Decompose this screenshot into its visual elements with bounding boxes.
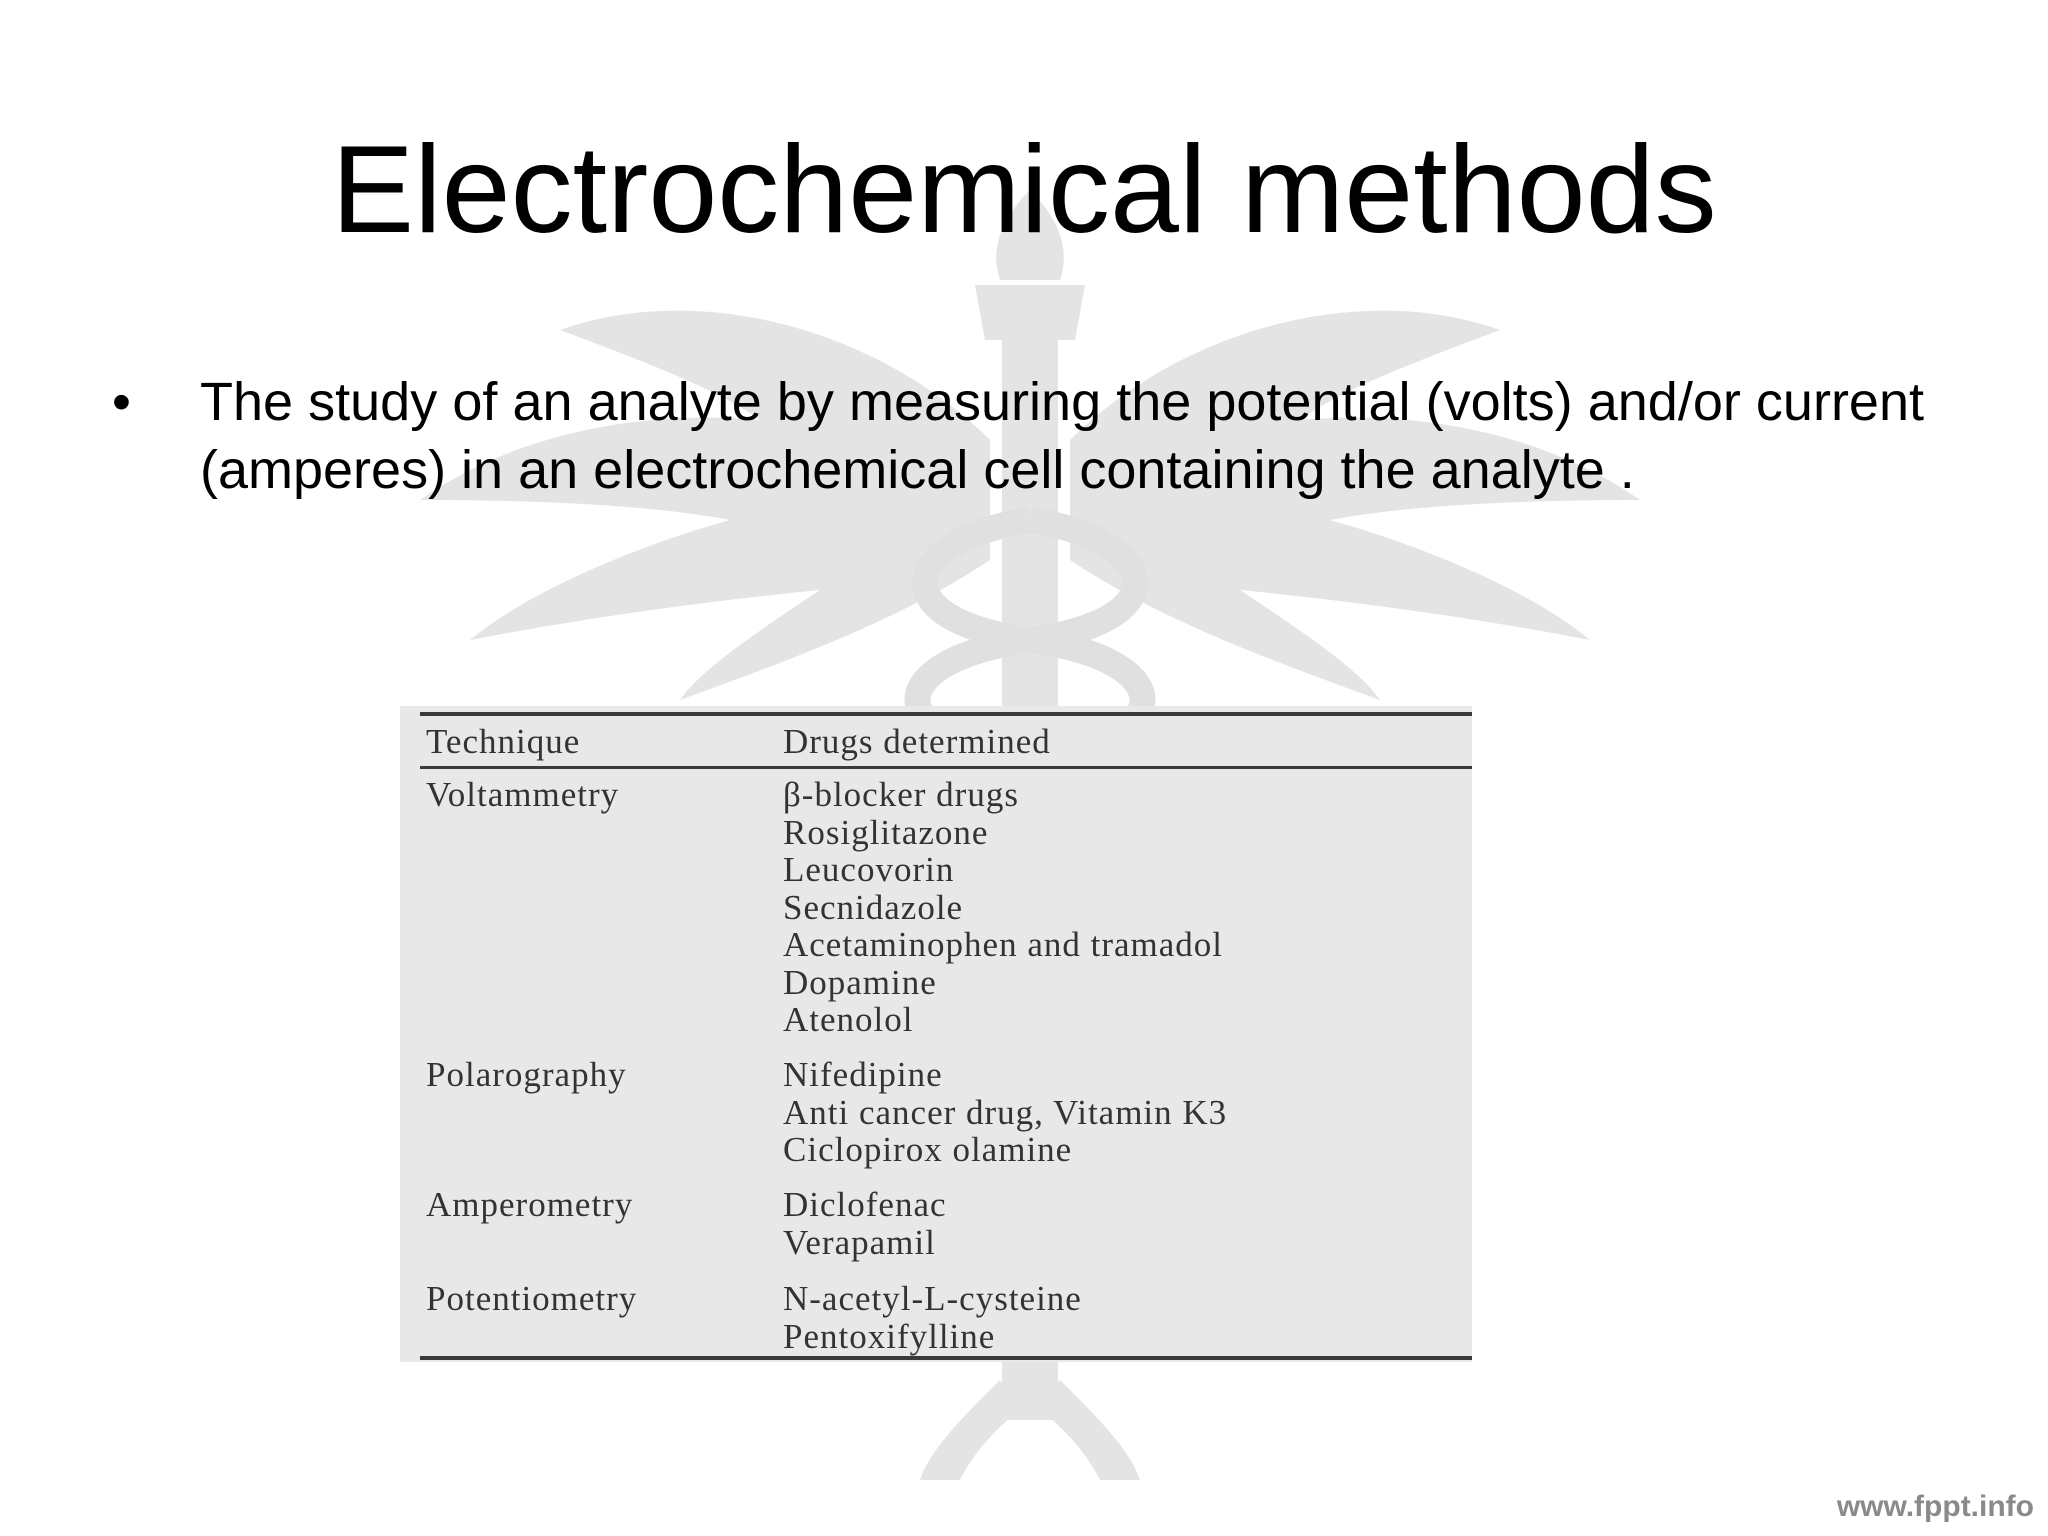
- page-title: Electrochemical methods: [331, 121, 1717, 259]
- column-header-technique: Technique: [426, 722, 581, 761]
- drug-item: β-blocker drugs: [783, 775, 1019, 814]
- drug-item: Diclofenac: [783, 1185, 947, 1224]
- drug-item: Secnidazole: [783, 887, 964, 927]
- drug-item: Dopamine: [783, 962, 937, 1002]
- drug-item: Verapamil: [783, 1222, 936, 1262]
- table-top-rule: [420, 712, 1472, 716]
- drug-item: Acetaminophen and tramadol: [783, 925, 1224, 964]
- drug-item: Nifedipine: [783, 1055, 943, 1094]
- drug-item: Anti cancer drug, Vitamin K3: [783, 1092, 1228, 1132]
- footer-url: www.fppt.info: [1836, 1490, 2034, 1523]
- technique-cell: Amperometry: [426, 1185, 634, 1224]
- table-bottom-rule: [420, 1356, 1472, 1360]
- drug-list: [783, 1280, 1082, 1355]
- table-header-rule: [420, 766, 1472, 769]
- drug-list: [783, 1056, 1227, 1169]
- drug-list: [783, 776, 1223, 1039]
- bullet-text: The study of an analyte by measuring the potential (volts) and/or current (amperes) in an electrochemical cell containing the analyte .: [200, 372, 1924, 500]
- drug-item: Atenolol: [783, 1000, 914, 1039]
- drug-item: Leucovorin: [783, 850, 955, 889]
- drug-techniques-table: [400, 706, 1472, 1362]
- technique-cell: Polarography: [426, 1055, 627, 1094]
- drug-item: Rosiglitazone: [783, 812, 989, 852]
- drug-item: Pentoxifylline: [783, 1316, 996, 1356]
- drug-item: Ciclopirox olamine: [783, 1130, 1073, 1169]
- drug-list: [783, 1186, 947, 1261]
- bullet-point-icon: •: [112, 372, 131, 432]
- technique-cell: Potentiometry: [426, 1279, 638, 1318]
- drug-item: N-acetyl-L-cysteine: [783, 1279, 1082, 1318]
- column-header-drugs: Drugs determined: [783, 722, 1051, 761]
- technique-cell: Voltammetry: [426, 775, 620, 814]
